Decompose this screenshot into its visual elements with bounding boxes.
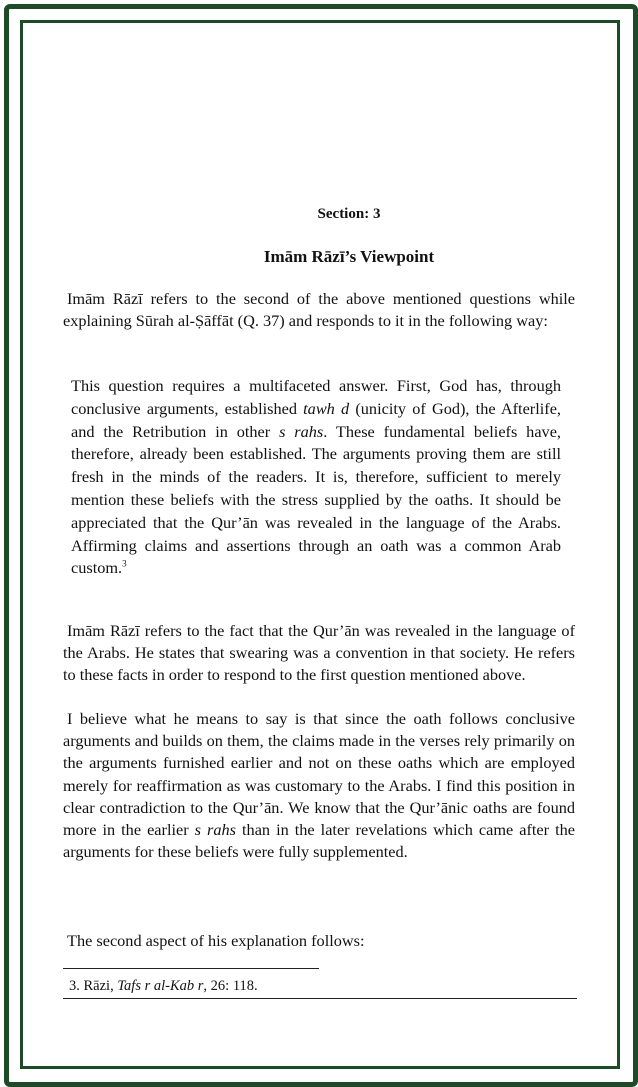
footnote-divider — [63, 968, 319, 969]
footnote-prefix: 3. Rāzi, — [69, 978, 118, 994]
section-label: Section: 3 — [317, 206, 381, 222]
critique-text-1: I believe what he means to say is that since the oath follows conclusive arguments and builds on them, the claims made in the verses rely primarily on the arguments furnished earlier and not on these oaths which are employed merely for reaffirmation as was customary to the Arabs. I find this position in clear contradiction to the Qur’ān. We know that the Qur’ānic oaths are found more in the earlier — [63, 709, 575, 840]
paragraph-explanation: Imām Rāzī refers to the fact that the Qur’ān was revealed in the language of the Arabs. He states that swearing was a convention in that society. He refers to these facts in order to respond to the first question mentioned above. — [63, 621, 575, 685]
quote-text-2: (unicity of God), the Afterlife, and the Retribution in other — [71, 398, 561, 441]
quote-text-3: . These fundamental beliefs have, therefore, already been established. The arguments proving them are still fresh in the minds of the readers. It is, therefore, sufficient to merely mention these beliefs with the stress supplied by the oaths. It should be appreciated that the Qur’ān was revealed in the language of the Arabs. Affirming claims and assertions through an oath was a common Arab custom. — [71, 421, 561, 578]
critique-term-surahs: s rahs — [194, 820, 236, 840]
quote-text-1: This question requires a multifaceted answer. First, God has, through conclusive arguments, established — [71, 376, 561, 418]
footnote-suffix: , 26: 118. — [203, 978, 258, 994]
critique-text-2: than in the later revelations which came after the arguments for these beliefs were fully supplemented. — [63, 820, 575, 862]
paragraph-critique — [63, 708, 575, 863]
bottom-divider — [63, 998, 577, 999]
paragraph-intro: Imām Rāzī refers to the second of the above mentioned questions while explaining Sūrah al-Ṣāffāt (Q. 37) and responds to it in the following way: — [63, 289, 575, 331]
section-title: Imām Rāzī’s Viewpoint — [263, 247, 435, 266]
quote-term-surahs: s rahs — [279, 421, 324, 441]
quote-term-tawhid: tawh d — [303, 398, 350, 418]
block-quote — [71, 375, 561, 580]
footnote — [69, 978, 569, 995]
footnote-work-title: Tafs r al-Kab r — [117, 978, 204, 994]
footnote-reference: 3 — [122, 558, 127, 569]
paragraph-second-aspect: The second aspect of his explanation follows: — [67, 931, 365, 950]
